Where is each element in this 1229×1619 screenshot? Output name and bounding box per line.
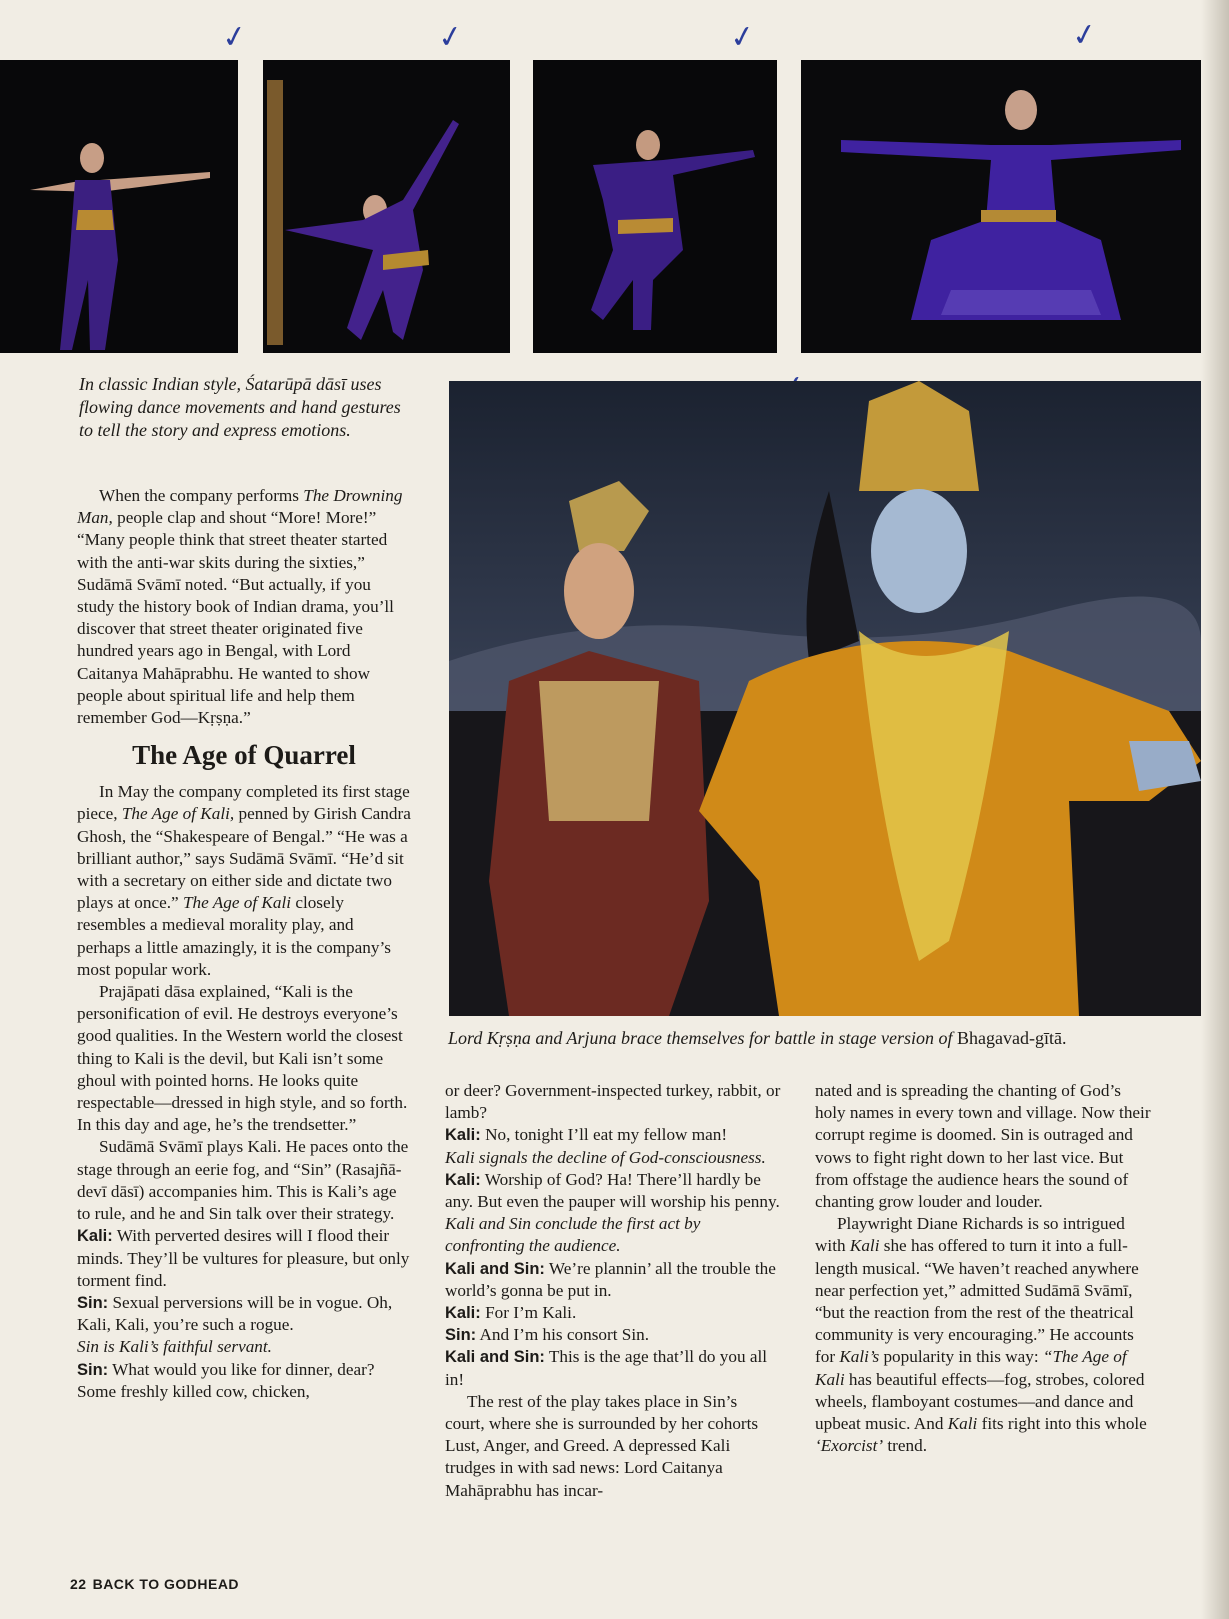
stage-direction: Sin is Kali’s faithful servant. — [77, 1337, 272, 1357]
column-2 — [445, 1080, 781, 1502]
photo-caption-dancer: In classic Indian style, Śatarūpā dāsī uses flowing dance movements and hand gestures to tell the story and express emotions. — [79, 374, 401, 440]
dancer-photo-3 — [533, 60, 777, 353]
dialogue-line: Sin: Sexual perversions will be in vogue. Oh, Kali, Kali, you’re such a rogue. — [77, 1292, 393, 1335]
page-gutter-shadow — [1201, 0, 1229, 1619]
dialogue-line: Kali and Sin: This is the age that’ll do you all in! — [445, 1347, 768, 1389]
column-1 — [77, 485, 411, 1403]
dialogue-line: Kali: Worship of God? Ha! There’ll hardly be any. But even the pauper will worship his penny. — [445, 1169, 780, 1212]
dialogue-line: Kali and Sin: We’re plannin’ all the trouble the world’s gonna be put in. — [445, 1258, 776, 1300]
check-mark-icon: ✓ — [727, 18, 758, 57]
dialogue-line: Kali: For I’m Kali. — [445, 1303, 577, 1323]
dialogue-line: Kali: With perverted desires will I flood their minds. They’ll be vultures for pleasure, but only torment find. — [77, 1226, 410, 1290]
paragraph: The rest of the play takes place in Sin’s court, where she is surrounded by her cohorts Lust, Anger, and Greed. A depressed Kali trudges in with sad news: Lord Caitanya Mahāprabhu has incar- — [445, 1391, 759, 1500]
page-footer — [70, 1576, 239, 1592]
dancer-photo-4 — [801, 60, 1201, 353]
dancer-photo-2 — [263, 60, 510, 353]
stage-direction: Kali signals the decline of God-consciousness. — [445, 1147, 766, 1167]
paragraph: In May the company completed its first stage piece, The Age of Kali, penned by Girish Candra Ghosh, the “Shakespeare of Bengal.” “He was a brilliant author,” says Sudāmā Svāmī. “He’d sit with a secretary on either side and dictate two plays at once.” The Age of Kali closely resembles a medieval morality play, and perhaps a little amazingly, it is the company’s most popular work. — [77, 782, 411, 979]
check-mark-icon: ✓ — [219, 18, 250, 57]
dialogue-line: Sin: What would you like for dinner, dear? Some freshly killed cow, chicken, — [77, 1359, 375, 1401]
dancer-photo-1 — [0, 60, 238, 353]
paragraph: When the company performs The Drowning Man, people clap and shout “More! More!” “Many people think that street theater started with the anti-war skits during the sixties,” Sudāmā Svāmī noted. “But actually, if you study the history book of Indian drama, you’ll discover that street theater originated five hundred years ago in Bengal, with Lord Caitanya Mahāprabhu. He wanted to show people about spiritual life and help them remember God—Kṛṣṇa.” — [77, 486, 403, 728]
stage-direction: Kali and Sin conclude the first act by confronting the audience. — [445, 1214, 701, 1256]
check-mark-icon: ✓ — [1069, 16, 1100, 55]
paragraph: Prajāpati dāsa explained, “Kali is the personification of evil. He destroys everyone’s good qualities. In the Western world the closest thing to Kali is the devil, but Kali isn’t some ghoul with pointed horns. He looks quite respectable—dressed in high style, and so forth. In this day and age, he’s the trendsetter.” — [77, 982, 408, 1135]
column-3 — [815, 1080, 1151, 1457]
page-number: 22 — [70, 1576, 87, 1592]
dialogue-line: Sin: And I’m his consort Sin. — [445, 1325, 650, 1345]
paragraph: nated and is spreading the chanting of God’s holy names in every town and village. Now their corrupt regime is doomed. Sin is outraged and vows to fight right down to her last vice. But from offstage the audience hears the sound of chanting grow louder and louder. — [815, 1081, 1151, 1212]
magazine-name: BACK TO GODHEAD — [92, 1576, 240, 1592]
caption-title: Bhagavad-gītā. — [956, 1028, 1067, 1048]
section-heading: The Age of Quarrel — [132, 740, 356, 771]
photo-caption-main — [448, 1027, 1208, 1049]
paragraph: Sudāmā Svāmī plays Kali. He paces onto the stage through an eerie fog, and “Sin” (Rasajñā-devī dāsī) accompanies him. This is Kali’s age to rule, and he and Sin talk over their strategy. — [77, 1137, 409, 1224]
paragraph: Playwright Diane Richards is so intrigued with Kali she has offered to turn it into a full-length musical. “We haven’t reached anywhere near perfection yet,” admitted Sudāmā Svāmī, “but the reaction from the rest of the theatrical community is very encouraging.” He accounts for Kali’s popularity in this way: “The Age of Kali has beautiful effects—fog, strobes, colored wheels, flamboyant costumes—and dance and upbeat music. And Kali fits right into this whole ‘Exorcist’ trend. — [815, 1214, 1147, 1456]
check-mark-icon: ✓ — [435, 18, 466, 57]
dialogue-line: or deer? Government-inspected turkey, rabbit, or lamb? — [445, 1081, 781, 1123]
krsna-arjuna-photo — [449, 381, 1201, 1016]
caption-italic: Lord Kṛṣṇa and Arjuna brace themselves for battle in stage version of — [448, 1028, 953, 1048]
dialogue-line: Kali: No, tonight I’ll eat my fellow man! — [445, 1125, 728, 1145]
